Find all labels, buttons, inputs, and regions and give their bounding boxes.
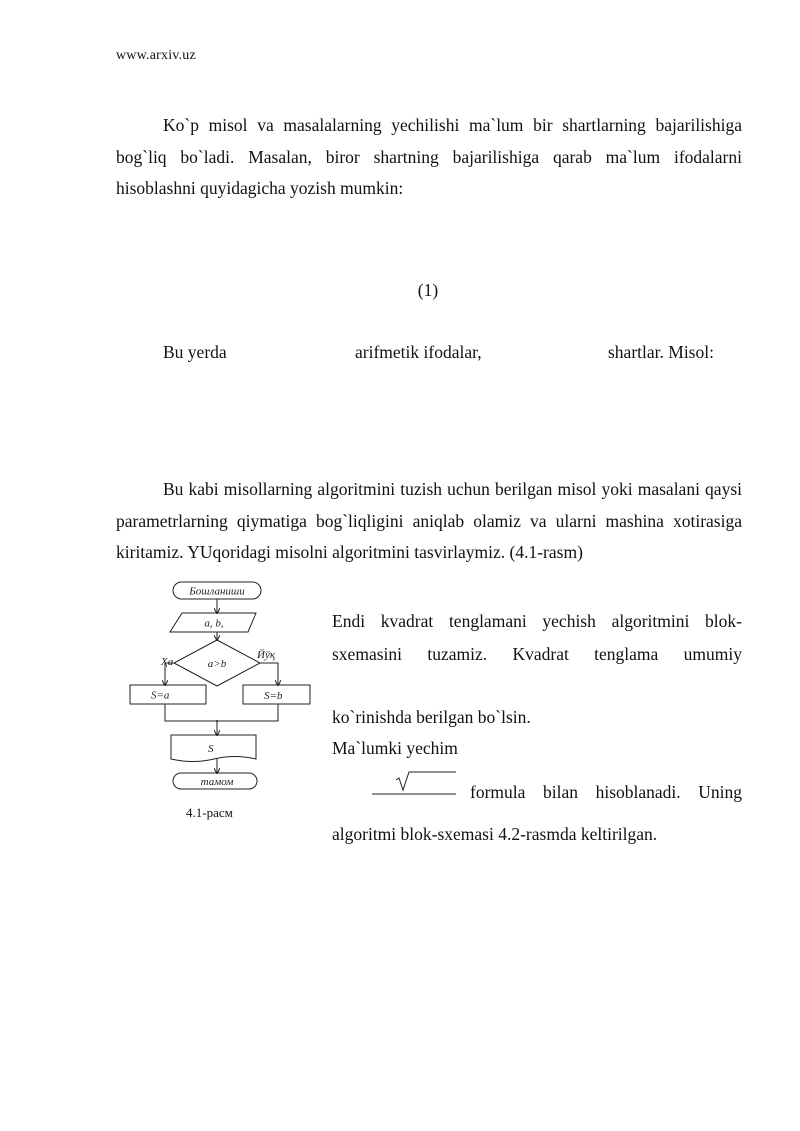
- arifmetik-text: arifmetik ifodalar,: [355, 342, 482, 362]
- flowchart-4-1: [125, 575, 320, 800]
- yes-label: Ҳа: [161, 656, 174, 668]
- right-line-4: Ma`lumki yechim: [332, 738, 458, 758]
- right-line-2: sxemasini tuzamiz. Kvadrat tenglama umumiy: [332, 644, 742, 664]
- figure-caption: 4.1-расм: [186, 805, 233, 820]
- right-line-1: Endi kvadrat tenglamani yechish algoritmini blok-: [332, 611, 742, 631]
- paragraph-algorithm: Bu kabi misollarning algoritmini tuzish uchun berilgan misol yoki masalani qaysi parametrlarning qiymatiga bog`liqligini aniqlab olamiz va ularni mashina xotirasiga kiritamiz. YUqoridagi misolni algoritmini tasvirlaymiz. (4.1-rasm): [116, 479, 742, 562]
- end-label: тамом: [200, 776, 234, 788]
- no-label: Йўқ: [257, 649, 275, 661]
- input-label: a, b,: [204, 617, 224, 630]
- shartlar-text: shartlar. Misol:: [608, 342, 714, 362]
- left-assign-label: S=a: [151, 689, 170, 702]
- paragraph-intro: Ko`p misol va masalalarning yechilishi ma`lum bir shartlarning bajarilishiga bog`liq bo`ladi. Masalan, biror shartning bajarilishiga qarab ma`lum ifodalarni hisoblashni quyidagicha yozish mumkin:: [116, 115, 742, 198]
- start-label: Бошланиши: [189, 585, 245, 598]
- formula-sketch: [368, 768, 460, 798]
- right-line-5: formula bilan hisoblanadi. Uning: [470, 782, 742, 802]
- equation-number: (1): [417, 280, 439, 300]
- right-line-6: algoritmi blok-sxemasi 4.2-rasmda keltirilgan.: [332, 824, 658, 844]
- right-line-3: ko`rinishda berilgan bo`lsin.: [332, 707, 531, 727]
- output-document: [171, 735, 256, 762]
- condition-label: a>b: [207, 658, 227, 670]
- site-header: www.arxiv.uz: [116, 48, 196, 63]
- bu-yerda-text: Bu yerda: [163, 342, 227, 362]
- right-assign-label: S=b: [264, 690, 283, 702]
- output-label: S: [208, 743, 214, 755]
